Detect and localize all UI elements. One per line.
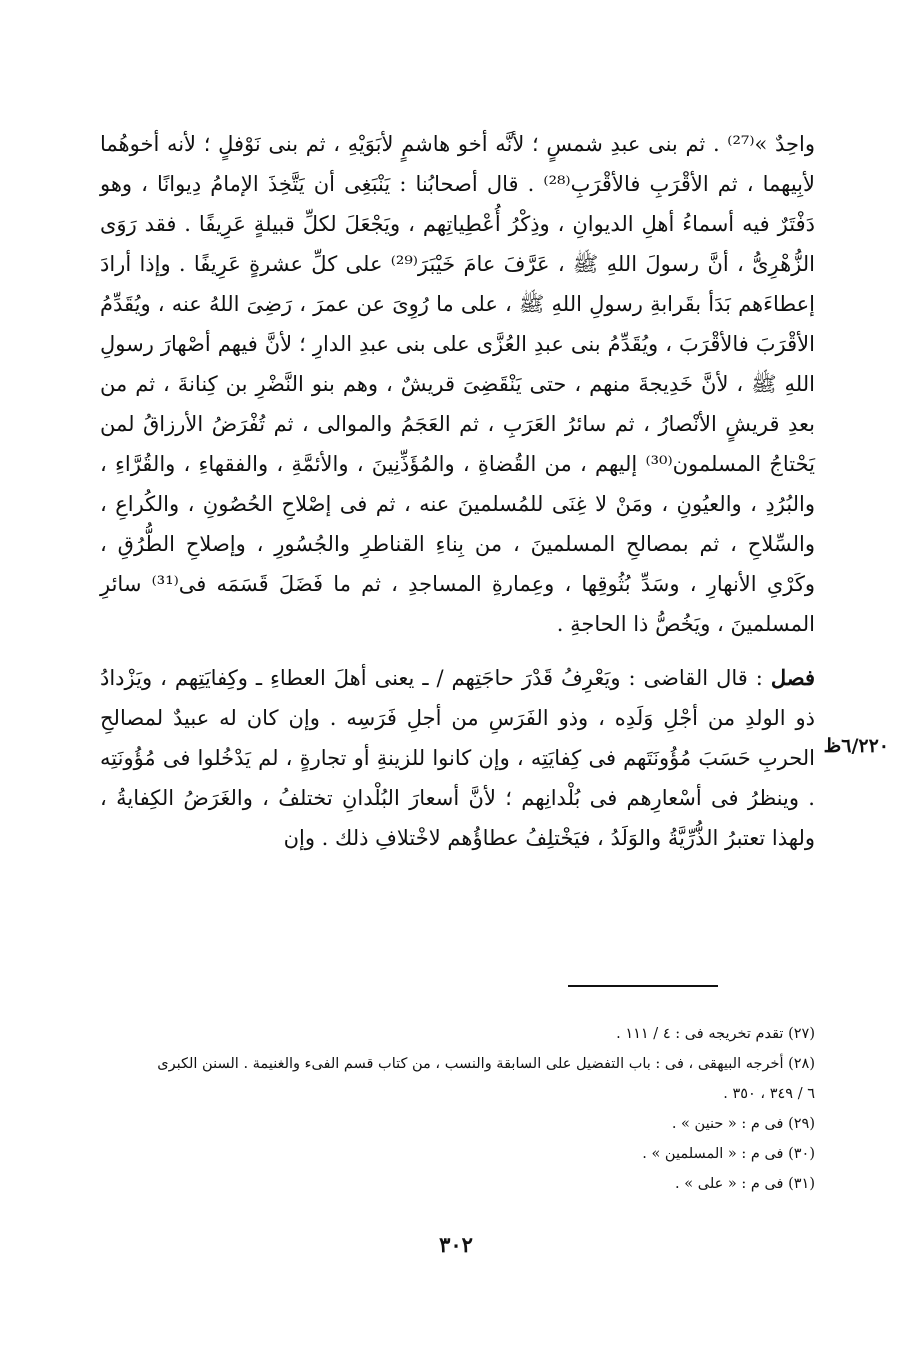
- main-text: [100, 124, 815, 858]
- footnote-separator: [568, 985, 718, 987]
- paragraph-1: واحِدٌ »⁽²⁷⁾ . ثم بنى عبدِ شمسٍ ؛ لأنَّه أخو هاشمٍ لأبَوَيْهِ ، ثم بنى نَوْفلٍ ؛ لأنه أخوهُما لأبِيهما ، ثم الأقْرَبِ فالأقْرَبِ⁽²⁸⁾ . قال أصحابُنا : يَنْبَغِى أن يَتَّخِذَ الإمامُ دِيوانًا ، وهو دَفْتَرٌ فيه أسماءُ أهلِ الديوانِ ، وذِكْرُ أُعْطِياتِهم ، ويَجْعَلَ لكلِّ قبيلةٍ عَرِيفًا . فقد رَوَى الزُّهْرِىُّ ، أنَّ رسولَ اللهِ ﷺ ، عَرَّفَ عامَ خَيْبَرَ⁽²⁹⁾ على كلِّ عشرةٍ عَرِيفًا . وإذا أرادَ إعطاءَهم بَدَأ بقَرابةِ رسولِ اللهِ ﷺ ، على ما رُوِىَ عن عمرَ ، رَضِىَ اللهُ عنه ، ويُقَدِّمُ الأقْرَبَ فالأقْرَبَ ، ويُقَدِّمُ بنى عبدِ العُزَّى على بنى عبدِ الدارِ ؛ لأنَّ فيهم أصْهارَ رسولِ اللهِ ﷺ ، لأنَّ خَدِيجةَ منهم ، حتى يَنْقَضِىَ قريشٌ ، وهم بنو النَّضْرِ بن كِنانةَ ، ثم من بعدِ قريشٍ الأنْصارُ ، ثم سائرُ العَرَبِ ، ثم العَجَمُ والموالى ، ثم تُفْرَضُ الأرزاقُ لمن يَحْتاجُ المسلمون⁽³⁰⁾ إليهم ، من القُضاةِ ، والمُؤَذِّنِينَ ، والأئمَّةِ ، والفقهاءِ ، والقُرَّاءِ ، والبُرُدِ ، والعيُونِ ، ومَنْ لا غِنَى للمُسلمينَ عنه ، ثم فى إصْلاحِ الحُصُونِ ، والكُراعِ ، والسِّلاحِ ، ثم بمصالحِ المسلمينَ ، من بِناءِ القناطرِ والجُسُورِ ، وإصلاحِ الطُّرُقِ ، وكَرْىِ الأنهارِ ، وسَدِّ بُثُوقِها ، وعِمارةِ المساجدِ ، ثم ما فَضَلَ قَسَمَه فى⁽³¹⁾ سائرِ المسلمينَ ، ويَخُصُّ ذا الحاجةِ .: [100, 132, 815, 636]
- footnote-28-continuation: ٦ / ٣٤٩ ، ٣٥٠ .: [723, 1086, 815, 1102]
- footnote-27: (٢٧) تقدم تخريجه فى : ٤ / ١١١ .: [616, 1026, 815, 1042]
- margin-folio-reference: ٦/٢٢٠ظ: [823, 735, 889, 757]
- footnote-28: (٢٨) أخرجه البيهقى ، فى : باب التفضيل على السابقة والنسب ، من كتاب قسم الفىء والغنيمة . السنن الكبرى: [157, 1056, 815, 1072]
- paragraph-2-text: : قال القاضى : ويَعْرِفُ قَدْرَ حاجَتِهم / ـ يعنى أهلَ العطاءِ ـ وكِفايَتِهم ، ويَزْدادُ ذو الولدِ من أجْلِ وَلَدِه ، وذو الفَرَسِ من أجلِ فَرَسِه . وإن كان له عبيدٌ لمصالحِ الحربِ حَسَبَ مُؤُونَتَهم فى كِفايَتِه ، وإن كانوا للزينةِ أو تجارةٍ ، لم يَدْخُلوا فى مُؤُونَتِه . وينظرُ فى أسْعارِهم فى بُلْدانِهم ؛ لأنَّ أسعارَ البُلْدانِ تختلفُ ، والغَرَضُ الكِفايةُ ، ولهذا تعتبرُ الذُّرِّيَّةُ والوَلَدُ ، فيَخْتلِفُ عطاؤُهم لاخْتلافِ ذلك . وإن: [100, 666, 815, 850]
- paragraph-2: [100, 658, 815, 858]
- footnote-29: (٢٩) فى م : « حنين » .: [671, 1116, 815, 1132]
- footnote-31: (٣١) فى م : « على » .: [675, 1176, 815, 1192]
- page-number: ٣٠٢: [439, 1232, 473, 1257]
- footnote-30: (٣٠) فى م : « المسلمين » .: [642, 1146, 815, 1162]
- section-heading-fasl: فصل: [770, 665, 815, 690]
- footnotes: [100, 1019, 815, 1199]
